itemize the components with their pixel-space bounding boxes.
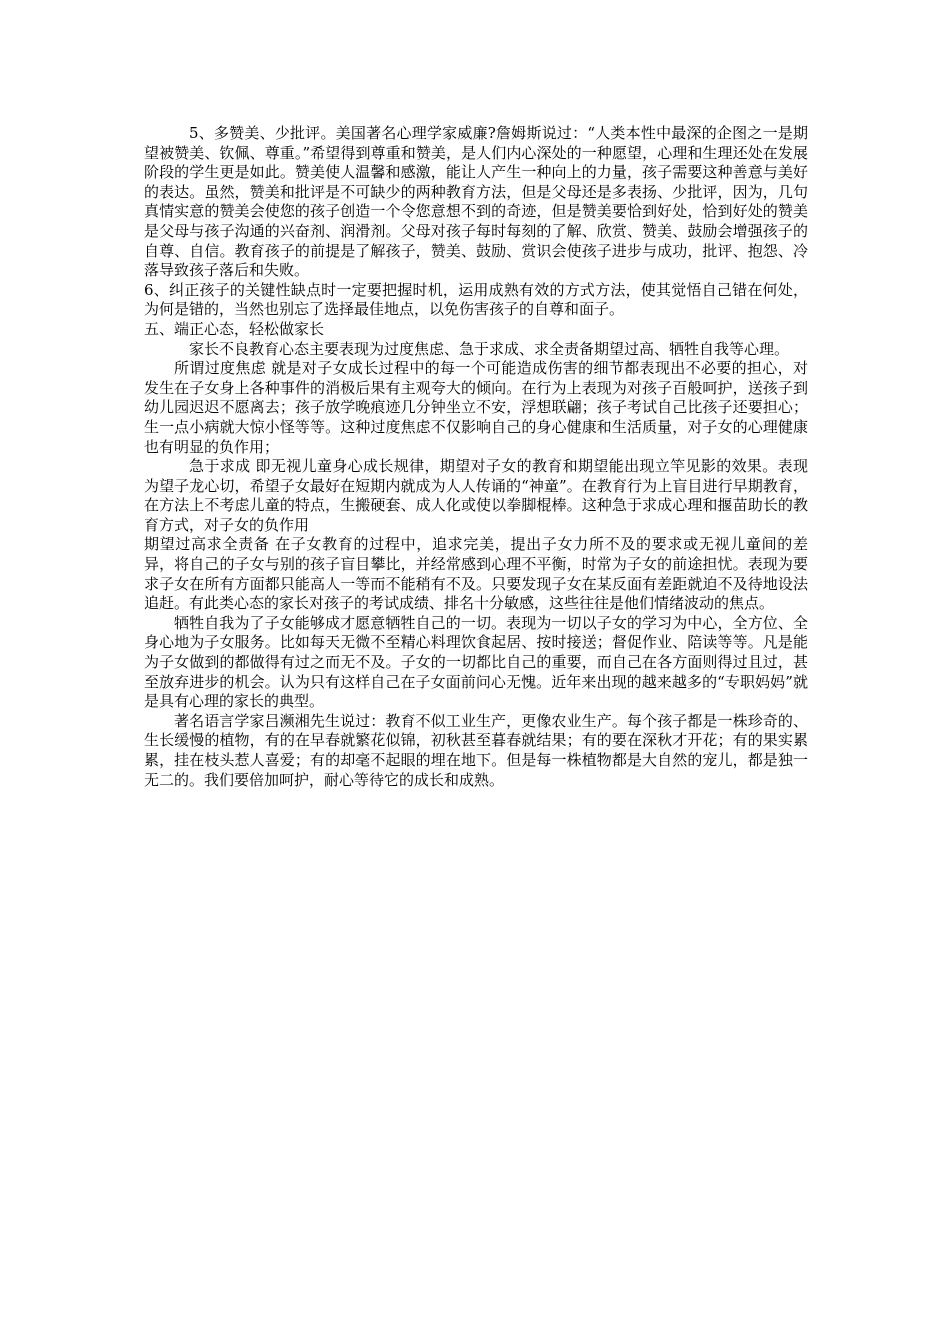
paragraph-correct-key-faults: 6、纠正孩子的关键性缺点时一定要把握时机，运用成熟有效的方式方法，使其觉悟自己错在何处，为何是错的，当然也别忘了选择最佳地点，以免伤害孩子的自尊和面子。 [144,280,808,319]
paragraph-closing-quote: 著名语言学家吕濒湘先生说过：教育不似工业生产，更像农业生产。每个孩子都是一株珍奇的、生长缓慢的植物，有的在早春就繁花似锦，初秋甚至暮春就结果；有的要在深秋才开花；有的果实累累，挂在枝头惹人喜爱；有的却毫不起眼的埋在地下。但是每一株植物都是大自然的宠儿，都是独一无二的。我们要倍加呵护，耐心等待它的成长和成熟。 [144,711,808,789]
paragraph-praise-less-criticism: 5、多赞美、少批评。美国著名心理学家威廉?詹姆斯说过：“人类本性中最深的企图之一是期望被赞美、钦佩、尊重。”希望得到尊重和赞美，是人们内心深处的一种愿望，心理和生理还处在发展阶段的学生更是如此。赞美使人温馨和感激，能让人产生一种向上的力量，孩子需要这种善意与美好的表达。虽然，赞美和批评是不可缺少的两种教育方法，但是父母还是多表扬、少批评，因为，几句真情实意的赞美会使您的孩子创造一个令您意想不到的奇迹，但是赞美要恰到好处，恰到好处的赞美是父母与孩子沟通的兴奋剂、润滑剂。父母对孩子每时每刻的了解、欣赏、赞美、鼓励会增强孩子的自尊、自信。教育孩子的前提是了解孩子，赞美、鼓励、赏识会使孩子进步与成功，批评、抱怨、冷落导致孩子落后和失败。 [144,124,808,280]
paragraph-excessive-anxiety: 所谓过度焦虑 就是对子女成长过程中的每一个可能造成伤害的细节都表现出不必要的担心，对发生在子女身上各种事件的消极后果有主观夸大的倾向。在行为上表现为对孩子百般呵护，送孩子到幼儿园迟迟不愿离去；孩子放学晚痕迹几分钟坐立不安，浮想联翩；孩子考试自己比孩子还要担心；生一点小病就大惊小怪等等。这种过度焦虑不仅影响自己的身心健康和生活质量，对子女的心理健康也有明显的负作用； [144,359,808,456]
paragraph-bad-mindsets-intro: 家长不良教育心态主要表现为过度焦虑、急于求成、求全责备期望过高、牺牲自我等心理。 [189,339,790,358]
document-page [144,124,808,790]
paragraph-high-expectations: 期望过高求全责备 在子女教育的过程中，追求完美，提出子女力所不及的要求或无视儿童间的差异，将自己的子女与别的孩子盲目攀比，并经常感到心理不平衡，时常为子女的前途担忧。表现为要求子女在所有方面都只能高人一等而不能稍有不及。只要发现子女在某反面有差距就迫不及待地设法追赶。有此类心态的家长对孩子的考试成绩、排名十分敏感，这些往往是他们情绪波动的焦点。 [144,535,808,613]
section-heading-right-mindset: 五、端正心态，轻松做家长 [144,319,325,338]
paragraph-self-sacrifice: 牺牲自我为了子女能够成才愿意牺牲自己的一切。表现为一切以子女的学习为中心，全方位、全身心地为子女服务。比如每天无微不至精心料理饮食起居、按时接送；督促作业、陪读等等。凡是能为子女做到的都做得有过之而无不及。子女的一切都比自己的重要，而自己在各方面则得过且过，甚至放弃进步的机会。认为只有这样自己在子女面前问心无愧。近年来出现的越来越多的“专职妈妈”就是具有心理的家长的典型。 [144,613,808,711]
paragraph-eager-for-success: 急于求成 即无视儿童身心成长规律，期望对子女的教育和期望能出现立竿见影的效果。表现为望子龙心切，希望子女最好在短期内就成为人人传诵的“神童”。在教育行为上盲目进行早期教育，在方法上不考虑儿童的特点，生搬硬套、成人化或使以拳脚棍棒。这种急于求成心理和揠苗助长的教育方式，对子女的负作用 [144,457,808,534]
